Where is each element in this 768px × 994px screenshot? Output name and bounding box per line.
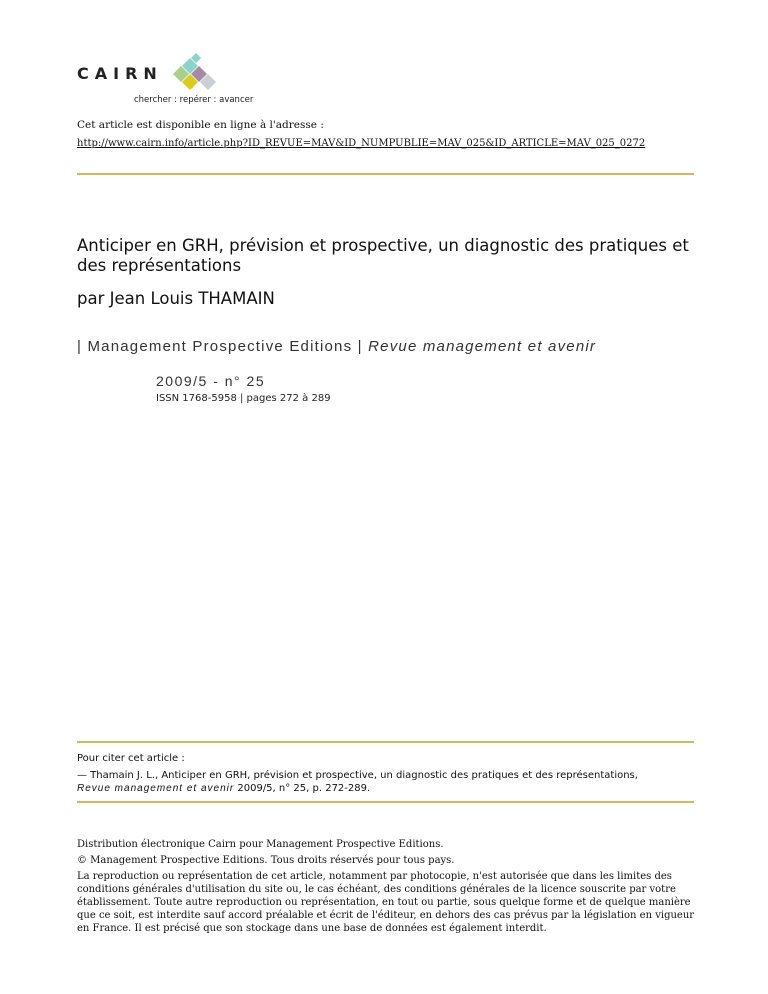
article-title: Anticiper en GRH, prévision et prospective, un diagnostic des pratiques et des représentations xyxy=(77,236,689,275)
citation-prefix: — Thamain J. L., Anticiper en GRH, prévision et prospective, un diagnostic des pratiques et des représentations, xyxy=(77,770,638,781)
citation-heading: Pour citer cet article : xyxy=(77,753,185,764)
issue-number: 2009/5 - n° 25 xyxy=(156,373,266,389)
diamond-mosaic-icon xyxy=(165,52,221,92)
availability-text: Cet article est disponible en ligne à l'adresse : xyxy=(77,119,324,131)
cairn-logo xyxy=(77,52,267,110)
logo-wordmark: CAIRN xyxy=(77,64,163,83)
article-author: par Jean Louis THAMAIN xyxy=(77,289,275,308)
distribution-line: Distribution électronique Cairn pour Management Prospective Editions. xyxy=(77,839,444,850)
divider-top xyxy=(77,173,694,175)
publisher-journal-line xyxy=(77,338,596,355)
logo-tagline: chercher : repérer : avancer xyxy=(134,95,254,105)
citation-text xyxy=(77,769,697,795)
issn-pages: ISSN 1768-5958 | pages 272 à 289 xyxy=(156,393,331,404)
copyright-line: © Management Prospective Editions. Tous droits réservés pour tous pays. xyxy=(77,855,455,866)
citation-journal: Revue management et avenir xyxy=(77,783,235,794)
divider-cite-bottom xyxy=(77,801,694,803)
divider-cite-top xyxy=(77,741,694,743)
article-url-link[interactable]: http://www.cairn.info/article.php?ID_REVUE=MAV&ID_NUMPUBLIE=MAV_025&ID_ARTICLE=MAV_025_0272 xyxy=(77,138,646,149)
citation-suffix: 2009/5, n° 25, p. 272-289. xyxy=(234,783,371,794)
reproduction-paragraph: La reproduction ou représentation de cet article, notamment par photocopie, n'est autorisée que dans les limites des conditions générales d'utilisation du site ou, le cas échéant, des conditions générales de la licence souscrite par votre établissement. Toute autre reproduction ou représentation, en tout ou partie, sous quelque forme et de quelque manière que ce soit, est interdite sauf accord préalable et écrit de l'éditeur, en dehors des cas prévus par la législation en vigueur en France. Il est précisé que son stockage dans une base de données est également interdit. xyxy=(77,871,695,934)
journal-name: Revue management et avenir xyxy=(368,338,597,355)
distribution-notice xyxy=(77,838,697,938)
publisher-name: | Management Prospective Editions | xyxy=(77,338,369,355)
